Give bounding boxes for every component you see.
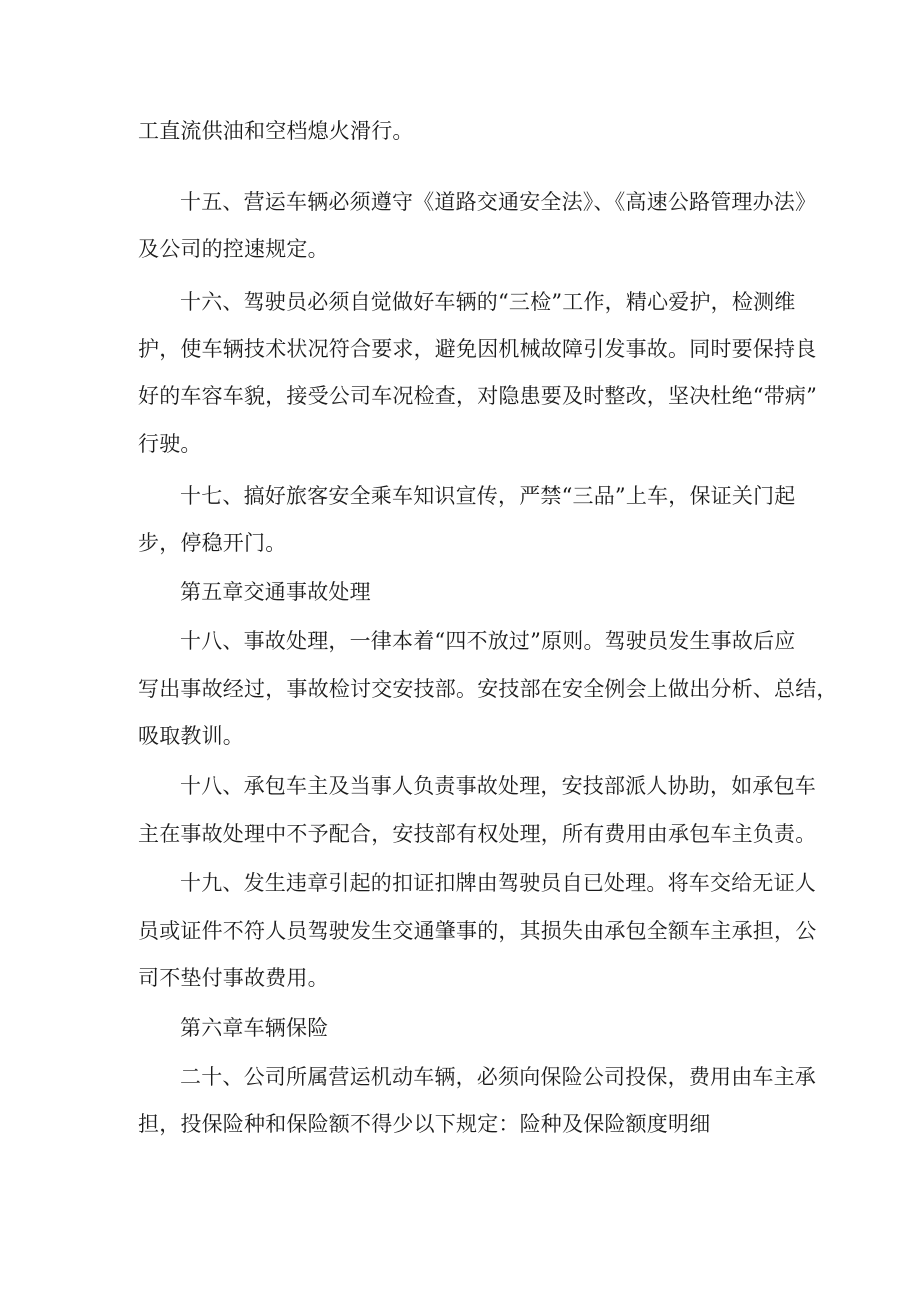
paragraph-line: 十九、发生违章引起的扣证扣牌由驾驶员自已处理。将车交给无证人 bbox=[180, 871, 816, 895]
section-heading: 第六章车辆保险 bbox=[180, 1016, 329, 1040]
paragraph-line: 司不垫付事故费用。 bbox=[138, 966, 329, 990]
paragraph-line: 十七、搞好旅客安全乘车知识宣传，严禁“三品”上车，保证关门起 bbox=[180, 484, 796, 508]
paragraph-line: 二十、公司所属营运机动车辆，必须向保险公司投保，费用由车主承 bbox=[180, 1065, 816, 1089]
paragraph-line: 写出事故经过，事故检讨交安技部。安技部在安全例会上做出分析、总结， bbox=[138, 677, 838, 701]
paragraph-line: 吸取教训。 bbox=[138, 724, 244, 748]
paragraph-line: 及公司的控速规定。 bbox=[138, 237, 329, 261]
paragraph-line: 十六、驾驶员必须自觉做好车辆的“三检”工作，精心爱护，检测维 bbox=[180, 290, 796, 314]
paragraph-line: 好的车容车貌，接受公司车况检查，对隐患要及时整改，坚决杜绝“带病” bbox=[138, 384, 818, 408]
paragraph-line: 十五、营运车辆必须遵守《道路交通安全法》、《高速公路管理办法》 bbox=[180, 190, 817, 214]
paragraph-line: 员或证件不符人员驾驶发生交通肇事的，其损失由承包全额车主承担，公 bbox=[138, 919, 817, 943]
paragraph-line: 工直流供油和空档熄火滑行。 bbox=[138, 119, 414, 143]
paragraph-line: 担，投保险种和保险额不得少以下规定：险种及保险额度明细 bbox=[138, 1112, 711, 1136]
paragraph-line: 行驶。 bbox=[138, 432, 202, 456]
paragraph-line: 护，使车辆技术状况符合要求，避免因机械故障引发事故。同时要保持良 bbox=[138, 337, 817, 361]
paragraph-line: 十八、事故处理，一律本着“四不放过”原则。驾驶员发生事故后应 bbox=[180, 629, 796, 653]
paragraph-line: 十八、承包车主及当事人负责事故处理，安技部派人协助，如承包车 bbox=[180, 774, 816, 798]
section-heading: 第五章交通事故处理 bbox=[180, 580, 371, 604]
paragraph-line: 主在事故处理中不予配合，安技部有权处理，所有费用由承包车主负责。 bbox=[138, 822, 817, 846]
paragraph-line: 步，停稳开门。 bbox=[138, 531, 287, 555]
